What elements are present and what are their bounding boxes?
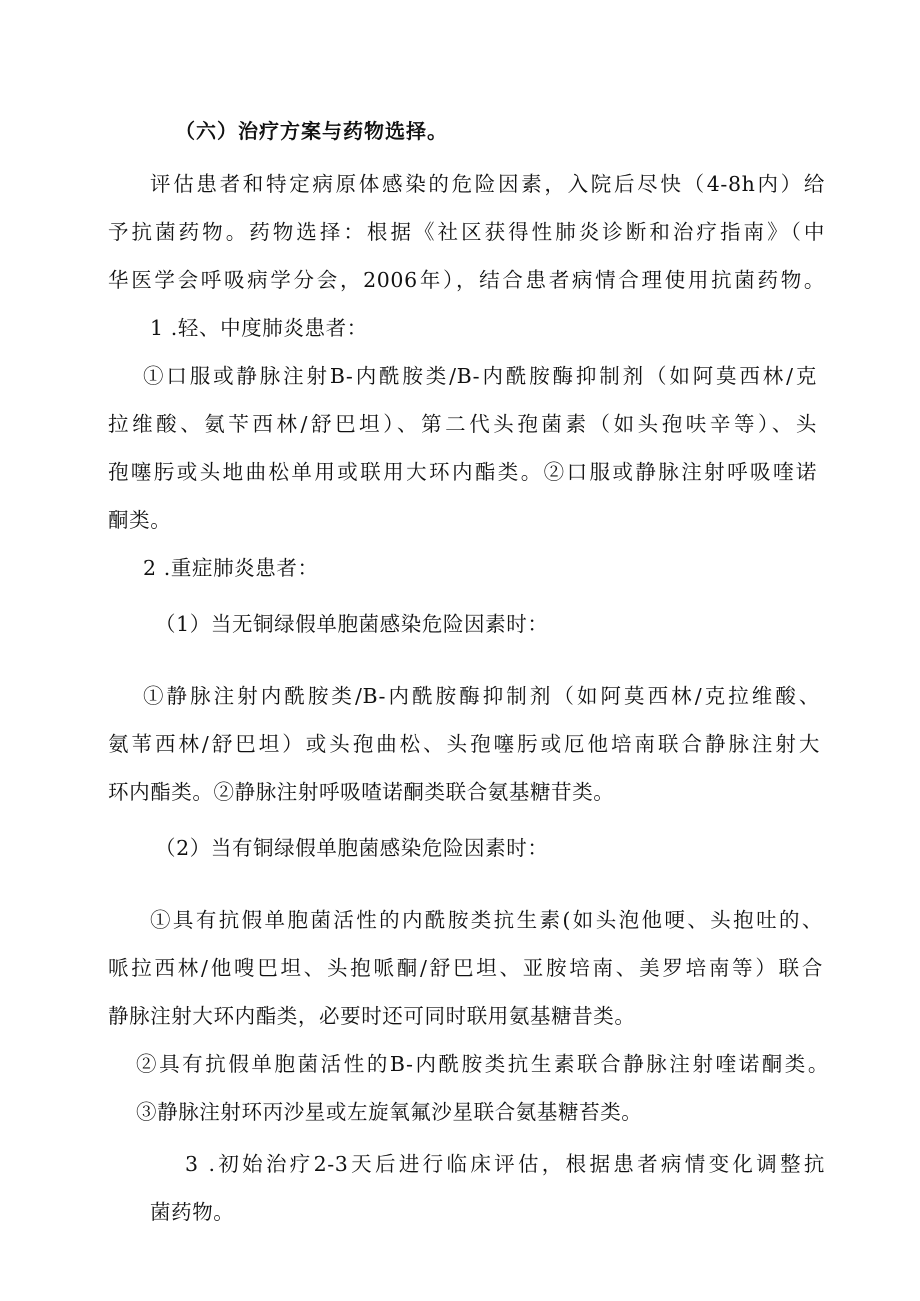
list-heading: 1 .轻、中度肺炎患者： <box>150 316 368 340</box>
paragraph-line: 评估患者和特定病原体感染的危险因素，入院后尽快（4-8h内）给 <box>150 172 825 196</box>
paragraph-line: 华医学会呼吸病学分会，2006年），结合患者病情合理使用抗菌药物。 <box>108 268 825 292</box>
paragraph-line: 环内酯类。②静脉注射呼吸喳诺酮类联合氨基糖苷类。 <box>108 780 615 804</box>
paragraph-line: ②具有抗假单胞菌活性的B-内酰胺类抗生素联合静脉注射喹诺酮类。 <box>136 1052 829 1076</box>
paragraph-line: ①静脉注射内酰胺类/B-内酰胺酶抑制剂（如阿莫西林/克拉维酸、 <box>143 684 820 708</box>
paragraph-line: ①具有抗假单胞菌活性的内酰胺类抗生素(如头泡他哽、头抱吐的、 <box>150 908 823 932</box>
paragraph-line: 孢噻肟或头地曲松单用或联用大环内酯类。②口服或静脉注射呼吸喹诺 <box>108 460 817 484</box>
paragraph-line: ①口服或静脉注射B-内酰胺类/B-内酰胺酶抑制剂（如阿莫西林/克 <box>143 364 817 388</box>
list-heading: 2 .重症肺炎患者： <box>143 556 319 580</box>
paragraph-line: 拉维酸、氨苄西林/舒巴坦）、第二代头孢菌素（如头孢呋辛等）、头 <box>108 412 817 436</box>
list-heading: 3 .初始治疗2-3天后进行临床评估，根据患者病情变化调整抗 <box>185 1152 825 1176</box>
paragraph-line: ③静脉注射环丙沙星或左旋氧氟沙星联合氨基糖苔类。 <box>136 1100 643 1124</box>
paragraph-line: 哌拉西林/他嗖巴坦、头抱哌酮/舒巴坦、亚胺培南、美罗培南等）联合 <box>108 956 823 980</box>
paragraph-line: 菌药物。 <box>150 1200 235 1224</box>
subsection-heading: （1）当无铜绿假单胞菌感染危险因素时： <box>155 612 549 636</box>
paragraph-line: 酮类。 <box>108 508 172 532</box>
paragraph-line: 予抗菌药物。药物选择：根据《社区获得性肺炎诊断和治疗指南》（中 <box>108 220 825 244</box>
paragraph-line: 静脉注射大环内酯类，必要时还可同时联用氨基糖昔类。 <box>108 1004 636 1028</box>
subsection-heading: （2）当有铜绿假单胞菌感染危险因素时： <box>155 836 549 860</box>
paragraph-line: 氨苇西林/舒巴坦）或头孢曲松、头孢噻肟或厄他培南联合静脉注射大 <box>108 732 820 756</box>
section-heading: （六）治疗方案与药物选择。 <box>175 119 448 143</box>
